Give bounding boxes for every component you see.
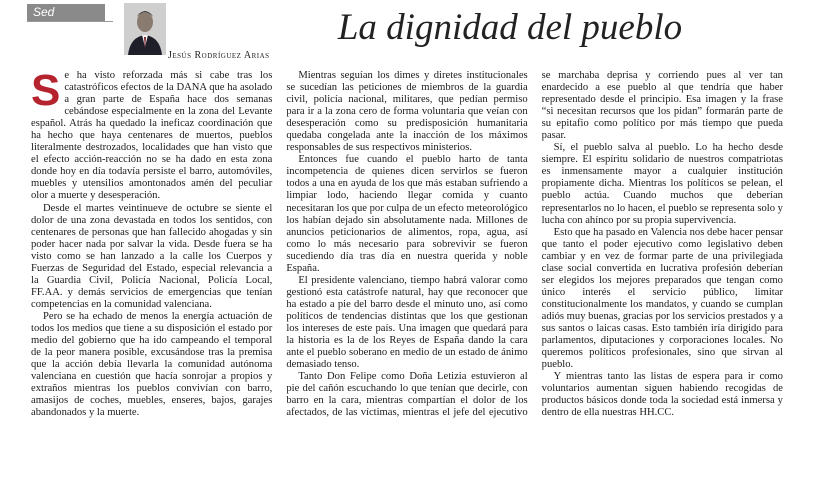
paragraph [31,66,273,203]
author-portrait-icon [124,3,166,55]
author-name: Jesús Rodríguez Arias [168,50,270,61]
paragraph: El presidente valenciano, tiempo habrá valorar como gestionó esta catástrofe natural, hay que reconocer que ha estado a pie del barro desde el minuto uno, así como políticos de tendencias distintas que los que gestionan los intereses de este país. Una imagen que quedará para la historia es la de los Reyes de España dando la cara ante el pueblo soberano en medio de un estado de ánimo demasiado tenso. [286,274,528,371]
paragraph: Desde el martes veintinueve de octubre se siente el dolor de una zona devastada en todos los sentidos, con centenares de personas que han fallecido ahogadas y sin poder hacer nada por salvar la vida. Desde fuera se ha visto como se han lanzado a la calle los Cuerpos y Fuerzas de Seguridad del Estado, especial relevancia a la Guardia Civil, Policía Nacional, Policía Local, FF.AA. y demás servicios de emergencias que tenían competencias en la comunidad valenciana. [31,202,273,310]
section-label: Sed valientes [27,4,105,21]
paragraph: Mientras seguían los dimes y diretes institucionales se sucedían las peticiones de miembros de la guardia civil, policía nacional, militares, que pedían permiso para ir a la zona cero de forma voluntaria que veían con desesperación como su predisposición humanitaria quedaba congelada ante la inacción de los máximos responsables de sus respectivos ministerios. [286,70,528,154]
paragraph: Sí, el pueblo salva al pueblo. Lo ha hecho desde siempre. El espíritu solidario de nuestros compatriotas es inmensamente mayor a cualquier institución propiamente dicha. Mientras los políticos se pelean, el pueblo actúa. Cuando muchos que deberían representarlos no lo hacen, el pueblo se representa solo y lucha con ahínco por su propia supervivencia. [541,142,783,226]
article-title: La dignidad del pueblo [337,7,683,48]
paragraph: Y mientras tanto las listas de espera para ir como voluntarios aumentan siguen habiendo recogidas de productos básicos donde toda la sociedad está inmersa y dentro de ella nuestras HH.CC. [541,371,783,419]
paragraph-text: e ha visto reforzada más si cabe tras los catastróficos efectos de la DANA que ha asolado a gran parte de España hace dos semanas cebándose especialmente en la zona del Levante español. Atrás ha quedado la ineficaz coordinación que ha hecho que haya centenares de muertos, pueblos literalmente destrozados, localidades que han visto que el efecto acción-reacción no se ha dado en esta zona donde hoy en día todavía persiste el barro, automóviles, muebles y utensilios amontonados amén del peculiar olor a muerte y desesperación. [31,70,273,202]
paragraph: Entonces fue cuando el pueblo harto de tanta incompetencia de quienes dicen servirlos se fueron todos a una en ayuda de los que más estaban sufriendo a limpiar lodo, haciendo llegar comida y cuanto necesitaran los que por culpa de un efecto meteorológico los habían dejado sin absolutamente nada. Millones de anuncios peticionarios de alimentos, ropa, agua, así como lo más necesario para sobrevivir se fueron sucediendo día tras día en nuestra querida y noble España. [286,154,528,274]
section-rule [27,21,113,22]
article-body [31,66,783,480]
paragraph: Tanto Don Felipe como Doña Letizia estuvieron al pie del cañón escuchando lo que tenían que decirle, con barro en la cara, mientras compartían el dolor de los afectados, de las víctimas, mientras el jefe del ejecutivo se marchaba deprisa y corriendo pues al ver tan enardecido a ese pueblo al que tendría que haber representado desde el principio. Esa imagen y la frase “si necesitan recursos que los pidan” formarán parte de su epitafio como político por más tiempo que pueda pasar. [286,70,783,419]
paragraph: Pero se ha echado de menos la energía actuación de todos los medios que tiene a su disposición el estado por medio del gobierno que ha ido campeando el temporal de la peor manera posible, excusándose tras la premisa que la acción debía llevarla la comunidad autónoma valenciana en cuestión que hacía sonrojar a propios y extraños mientras los pueblos convivían con barro, amasijos de coches, muebles, enseres, bajos, garajes abandonados y la muerte. [31,310,273,419]
drop-cap: S [31,66,61,115]
paragraph: Esto que ha pasado en Valencia nos debe hacer pensar que tanto el poder ejecutivo como legislativo deben cambiar y en vez de formar parte de una privilegiada clase social convertida en lucrativa profesión deberían ser elegidos los mejores preparados que tengan como único interés el servicio público, limitar constitucionalmente los mandatos, y cuando se cumplan adiós muy buenas, gracias por los servicios prestados y a sus santos o laicas casas. Esto también iría dirigido para parlamentos, diputaciones y corporaciones locales. No queremos políticos profesionales, sino que sirvan al pueblo. [541,226,783,371]
author-photo [124,3,166,55]
